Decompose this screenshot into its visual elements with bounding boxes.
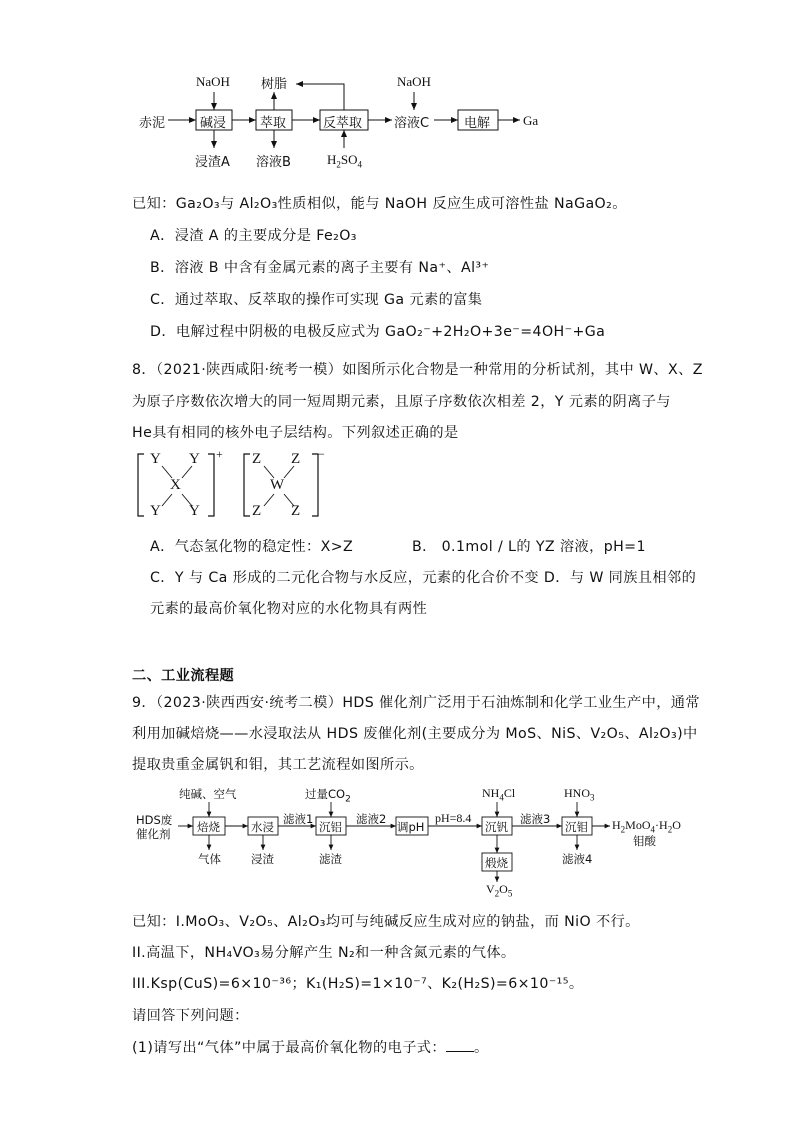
gallium-flowchart — [0, 0, 794, 180]
anion-charge: − — [318, 447, 325, 461]
anion-z-tl: Z — [252, 451, 262, 467]
flow2-precip-v: 沉钒 — [485, 820, 508, 834]
flow1-resin: 树脂 — [261, 77, 288, 92]
q7-option-d: D．电解过程中阴极的电极反应式为 GaO₂⁻+2H₂O+3e⁻=4OH⁻+Ga — [150, 324, 606, 340]
flow1-red-mud: 赤泥 — [139, 116, 166, 131]
flow2-calcine: 煅烧 — [485, 856, 508, 870]
flow2-hds-1: HDS废 — [136, 813, 173, 827]
flow1-naoh-2: NaOH — [397, 74, 431, 89]
flow1-solution-c: 溶液C — [394, 116, 430, 131]
cation-charge: + — [216, 447, 223, 461]
anion-w: W — [270, 477, 285, 493]
q7-option-c: C．通过萃取、反萃取的操作可实现 Ga 元素的富集 — [150, 292, 483, 308]
flow2-product: $H_2MoO_4\cdot H_2O$ — [612, 818, 681, 835]
flow1-residue-a: 浸渣A — [195, 155, 230, 170]
flow2-ph-value: pH=8.4 — [435, 811, 472, 825]
q9-known-1: 已知：I.MoO₃、V₂O₅、Al₂O₃均可与纯碱反应生成对应的钠盐，而 NiO 不行。 — [132, 914, 640, 930]
q7-known: 已知：Ga₂O₃与 Al₂O₃性质相似，能与 NaOH 反应生成可溶性盐 NaGaO₂。 — [132, 196, 627, 212]
answer-blank[interactable] — [446, 1039, 474, 1052]
flow1-electrolysis-label: 电解 — [464, 116, 491, 131]
cation-y-tr: Y — [189, 451, 200, 467]
q8-option-c-cont: 元素的最高价氧化物对应的水化物具有两性 — [150, 601, 428, 617]
cation-y-bl: Y — [150, 503, 161, 519]
flow2-excess-co2: 过量$CO_2$ — [305, 787, 351, 805]
flow1-solution-b: 溶液B — [256, 155, 291, 170]
q8-option-a: A．气态氢化物的稳定性：X>Z — [150, 539, 354, 555]
q7-option-a: A．浸渣 A 的主要成分是 Fe₂O₃ — [150, 228, 357, 244]
flow2-hno3: $HNO_3$ — [564, 786, 595, 803]
flow2-molybdic-acid: 钼酸 — [633, 834, 656, 848]
flow2-leach-residue: 浸渣 — [251, 852, 274, 866]
q8-line-3: He具有相同的核外电子层结构。下列叙述正确的是 — [132, 425, 459, 441]
flow2-v2o5: $V_2O_5$ — [486, 882, 513, 899]
q9-sub1-end: 。 — [473, 1040, 489, 1056]
flow1-ga: Ga — [523, 113, 539, 128]
flow2-filtrate1: 滤液1 — [283, 812, 314, 826]
anion-z-bl: Z — [252, 503, 262, 519]
q8-line-1: 8．（2021·陕西咸阳·统考一模）如图所示化合物是一种常用的分析试剂，其中 W、X、Z — [132, 362, 703, 378]
cation-y-tl: Y — [150, 451, 161, 467]
compound-structure — [130, 448, 350, 524]
flow2-hds-2: 催化剂 — [136, 827, 171, 841]
q9-line-3: 提取贵重金属钒和钼，其工艺流程如图所示。 — [132, 757, 424, 773]
flow2-precip-mo: 沉钼 — [565, 820, 588, 834]
q9-known-2: II.高温下，NH₄VO₃易分解产生 N₂和一种含氮元素的气体。 — [132, 945, 516, 961]
hds-flowchart — [0, 780, 794, 900]
flow1-h2so4: $H_2SO_4$ — [327, 152, 363, 170]
flow2-gas: 气体 — [198, 852, 221, 866]
q8-option-b: B． 0.1mol / L的 YZ 溶液，pH=1 — [412, 539, 646, 555]
flow1-back-extract-label: 反萃取 — [323, 116, 363, 131]
q9-sub1 — [132, 1037, 489, 1057]
q9-known-3: III.Ksp(CuS)=6×10⁻³⁶；K₁(H₂S)=1×10⁻⁷、K₂(H₂S)=6×10⁻¹⁵。 — [132, 976, 584, 992]
q7-option-b: B．溶液 B 中含有金属元素的离子主要有 Na⁺、Al³⁺ — [150, 260, 490, 276]
flow2-filtrate4: 滤液4 — [562, 852, 593, 866]
anion-z-tr: Z — [291, 451, 301, 467]
flow1-naoh-1: NaOH — [196, 74, 230, 89]
flow2-roast: 焙烧 — [197, 820, 220, 834]
q9-line-2: 利用加碱焙烧——水浸取法从 HDS 废催化剂(主要成分为 MoS、NiS、V₂O₅、Al₂O₃)中 — [132, 726, 698, 742]
flow2-filter-residue: 滤渣 — [319, 852, 342, 866]
cation-x: X — [170, 477, 181, 493]
flow2-precip-al: 沉铝 — [319, 820, 342, 834]
flow2-adjust-ph: 调pH — [397, 820, 425, 834]
flow1-extract-label: 萃取 — [260, 116, 287, 131]
flow2-water-leach: 水浸 — [251, 820, 274, 834]
flow2-filtrate3: 滤液3 — [520, 812, 551, 826]
q9-prompt: 请回答下列问题： — [132, 1008, 249, 1024]
q8-option-c: C．Y 与 Ca 形成的二元化合物与水反应，元素的化合价不变 D．与 W 同族且相邻的 — [150, 570, 697, 586]
flow2-nh4cl: $NH_4Cl$ — [482, 786, 516, 803]
anion-z-br: Z — [291, 503, 301, 519]
section-title: 二、工业流程题 — [132, 668, 235, 684]
q8-line-2: 为原子序数依次增大的同一短周期元素，且原子序数依次相差 2，Y 元素的阴离子与 — [132, 394, 671, 410]
cation-y-br: Y — [189, 503, 200, 519]
q9-line-1: 9．（2023·陕西西安·统考二模）HDS 催化剂广泛用于石油炼制和化学工业生产中，通常 — [132, 695, 700, 711]
flow1-alkali-leach-label: 碱浸 — [200, 116, 227, 131]
q9-sub1-text: (1)请写出“气体”中属于最高价氧化物的电子式： — [132, 1040, 446, 1056]
flow2-filtrate2: 滤液2 — [356, 812, 387, 826]
flow2-soda-air: 纯碱、空气 — [179, 787, 237, 801]
